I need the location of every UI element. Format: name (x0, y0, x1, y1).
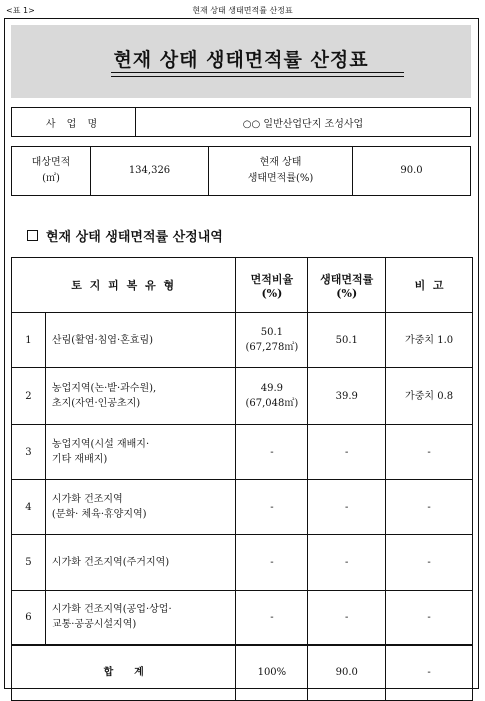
table-number-label: <표 1> (6, 6, 35, 15)
row-area-ratio-line2: (67,278㎡) (245, 342, 299, 353)
header-eco-ratio-line1: 생태면적률 (320, 272, 374, 286)
table-row (12, 535, 473, 591)
row-land-type (45, 591, 236, 645)
header-area-ratio-line1: 면적비율 (250, 272, 294, 286)
business-name-label: 사 업 명 (12, 108, 136, 136)
current-ratio-number: 90.0 (400, 165, 423, 176)
table-row (12, 425, 473, 480)
row-land-type-line1: 농업지역(논·밭·과수원), (51, 383, 157, 394)
row-land-type (45, 368, 236, 425)
row-number: 3 (12, 425, 46, 480)
row-note: 가중치 0.8 (386, 368, 473, 425)
row-land-type-line1: 시가화 건조지역(공업·상업· (51, 604, 172, 616)
header-note: 비 고 (386, 258, 473, 313)
total-label: 합 계 (12, 645, 236, 701)
row-eco-ratio: 50.1 (308, 313, 386, 368)
table-row (12, 591, 473, 645)
row-number: 5 (12, 535, 46, 591)
table-header-row (12, 258, 473, 313)
checkbox-icon (27, 230, 38, 241)
row-eco-ratio: - (308, 480, 386, 535)
current-ratio-label-line2: 생태면적률(%) (247, 173, 314, 184)
total-row (12, 645, 473, 701)
total-area-ratio: 100% (236, 645, 308, 701)
target-area-value (91, 147, 209, 195)
row-note: - (386, 535, 473, 591)
row-eco-ratio: - (308, 425, 386, 480)
header-area-ratio (236, 258, 308, 313)
current-ratio-value (353, 147, 470, 195)
row-note: - (386, 480, 473, 535)
target-area-label (12, 147, 91, 195)
row-area-ratio: - (236, 480, 308, 535)
total-eco-ratio: 90.0 (308, 645, 386, 701)
row-number: 2 (12, 368, 46, 425)
row-area-ratio-line1: 49.9 (260, 383, 284, 394)
row-area-ratio-line1: 50.1 (260, 327, 284, 338)
business-name-box (11, 107, 471, 137)
current-ratio-label (209, 147, 353, 195)
row-area-ratio (236, 368, 308, 425)
row-note: - (386, 425, 473, 480)
document-frame (4, 18, 479, 689)
row-number: 4 (12, 480, 46, 535)
row-land-type-line1: 농업지역(시설 재배지· (51, 439, 150, 450)
row-area-ratio: - (236, 535, 308, 591)
section-heading-text: 현재 상태 생태면적률 산정내역 (46, 230, 223, 245)
title-underline (111, 76, 404, 77)
header-land-cover-type: 토 지 피 복 유 형 (12, 258, 236, 313)
row-number: 1 (12, 313, 46, 368)
area-summary-box (11, 146, 471, 196)
row-note: - (386, 591, 473, 645)
row-area-ratio: - (236, 591, 308, 645)
header-eco-ratio-line2: (%) (336, 286, 358, 300)
header-eco-ratio (308, 258, 386, 313)
table-row (12, 480, 473, 535)
target-area-label-line1: 대상면적 (31, 157, 71, 168)
header-area-ratio-line2: (%) (261, 286, 283, 300)
row-land-type (45, 535, 236, 591)
row-eco-ratio: 39.9 (308, 368, 386, 425)
row-area-ratio: - (236, 425, 308, 480)
caption-row (4, 4, 481, 18)
row-land-type (45, 480, 236, 535)
row-land-type-line2: 초지(자연·인공초지) (51, 398, 141, 409)
land-cover-table (11, 257, 473, 701)
row-area-ratio-line2: (67,048㎡) (245, 398, 299, 409)
row-land-type (45, 425, 236, 480)
table-row (12, 313, 473, 368)
row-eco-ratio: - (308, 535, 386, 591)
row-number: 6 (12, 591, 46, 645)
row-land-type-line1: 산림(활엽·침엽·혼효림) (51, 334, 154, 346)
business-name-value: ○○ 일반산업단지 조성사업 (242, 118, 364, 130)
table-row (12, 368, 473, 425)
section-heading (27, 226, 223, 245)
row-note: 가중치 1.0 (386, 313, 473, 368)
title-box (11, 25, 471, 98)
target-area-number: 134,326 (128, 165, 171, 176)
row-land-type-line2: (문화· 체육·휴양지역) (51, 509, 147, 520)
caption-title: 현재 상태 생태면적률 산정표 (192, 6, 293, 15)
target-area-label-line2: (㎡) (42, 173, 60, 184)
row-land-type-line2: 기타 재배지) (51, 454, 108, 465)
page-title: 현재 상태 생태면적률 산정표 (113, 49, 369, 71)
total-note: - (386, 645, 473, 701)
row-land-type-line2: 교통·공공시설지역) (51, 619, 137, 631)
row-eco-ratio: - (308, 591, 386, 645)
row-area-ratio (236, 313, 308, 368)
title-underline (111, 72, 404, 73)
row-land-type-line1: 시가화 건조지역(주거지역) (51, 557, 170, 568)
row-land-type-line1: 시가화 건조지역 (51, 494, 123, 505)
row-land-type (45, 313, 236, 368)
current-ratio-label-line1: 현재 상태 (259, 157, 302, 168)
